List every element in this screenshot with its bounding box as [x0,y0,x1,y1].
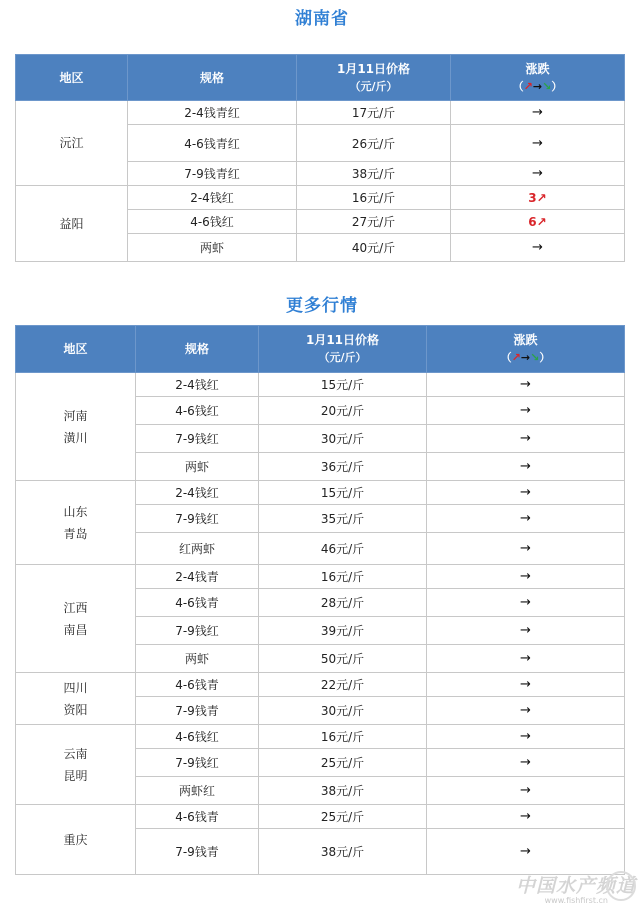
spec-cell: 两虾红 [136,777,259,805]
trend-flat-cell: → [427,453,625,481]
region-cell [16,565,136,673]
arrow-down-icon: ↘ [530,351,540,364]
section-title-hunan: 湖南省 [295,9,349,29]
spec-cell: 7-9钱青 [136,829,259,875]
price-cell: 22元/斤 [259,673,427,697]
trend-flat-cell: → [427,673,625,697]
price-cell: 50元/斤 [259,645,427,673]
region-name: 资阳 [63,702,88,717]
spec-cell: 4-6钱红 [136,725,259,749]
price-cell: 16元/斤 [259,725,427,749]
price-cell: 26元/斤 [297,125,451,162]
trend-flat-cell: → [427,481,625,505]
trend-flat-cell: → [427,829,625,875]
header-price-date: 1月11日价格 [305,333,380,347]
price-table-hunan [15,54,625,262]
table-row [16,805,625,829]
price-cell: 17元/斤 [297,101,451,125]
region-name: 昆明 [63,768,88,783]
price-cell: 16元/斤 [297,186,451,210]
trend-up-cell: 6↗ [451,210,625,234]
region-cell [16,481,136,565]
trend-flat-cell: → [427,565,625,589]
region-cell [16,725,136,805]
section-title-more: 更多行情 [286,296,358,316]
spec-cell: 2-4钱红 [136,373,259,397]
arrow-down-icon: ↘ [542,79,552,93]
header-spec: 规格 [136,326,259,373]
price-cell: 28元/斤 [259,589,427,617]
spec-cell: 2-4钱青 [136,565,259,589]
region-name: 河南 [63,408,88,423]
header-price [297,55,451,101]
table-row [16,481,625,505]
trend-flat-cell: → [427,805,625,829]
table-header-row [16,55,625,101]
spec-cell: 4-6钱红 [128,210,297,234]
region-cell [16,373,136,481]
spec-cell: 4-6钱青 [136,673,259,697]
spec-cell: 4-6钱红 [136,397,259,425]
price-table-more [15,325,625,875]
header-trend [451,55,625,101]
price-cell: 30元/斤 [259,425,427,453]
region-name: 山东 [63,504,88,519]
spec-cell: 7-9钱红 [136,749,259,777]
region-name: 江西 [63,600,88,615]
region-name: 四川 [63,680,88,695]
region-name: 益阳 [59,216,84,231]
trend-flat-cell: → [427,697,625,725]
watermark-site: www.fishfirst.cn [544,896,608,905]
region-cell [16,101,128,186]
spec-cell: 两虾 [128,234,297,262]
spec-cell: 7-9钱青红 [128,162,297,186]
spec-cell: 4-6钱青 [136,589,259,617]
table-row [16,186,625,210]
price-cell: 25元/斤 [259,749,427,777]
region-name: 云南 [63,746,88,761]
trend-flat-cell: → [451,125,625,162]
trend-flat-cell: → [427,725,625,749]
header-trend-label: 涨跌 [525,61,550,76]
header-region: 地区 [16,326,136,373]
trend-flat-cell: → [427,777,625,805]
table-row [16,101,625,125]
region-cell [16,673,136,725]
spec-cell: 4-6钱青 [136,805,259,829]
region-name: 南昌 [63,622,88,637]
spec-cell: 7-9钱青 [136,697,259,725]
header-price [259,326,427,373]
header-region: 地区 [16,55,128,101]
price-cell: 38元/斤 [259,777,427,805]
price-cell: 38元/斤 [259,829,427,875]
trend-legend: （↗→↘） [500,351,551,364]
price-cell: 20元/斤 [259,397,427,425]
arrow-right-icon: → [520,351,531,364]
price-cell: 36元/斤 [259,453,427,481]
watermark-text: 中国水产频道 [515,875,636,897]
price-cell: 27元/斤 [297,210,451,234]
trend-flat-cell: → [427,617,625,645]
header-price-unit: （元/斤） [349,79,398,93]
spec-cell: 两虾 [136,645,259,673]
arrow-up-icon: ↗ [523,79,533,93]
price-cell: 15元/斤 [259,481,427,505]
price-cell: 25元/斤 [259,805,427,829]
spec-cell: 两虾 [136,453,259,481]
region-cell [16,805,136,875]
price-cell: 39元/斤 [259,617,427,645]
price-cell: 30元/斤 [259,697,427,725]
price-cell: 16元/斤 [259,565,427,589]
price-cell: 38元/斤 [297,162,451,186]
price-cell: 40元/斤 [297,234,451,262]
table-row [16,725,625,749]
table-row [16,565,625,589]
trend-flat-cell: → [427,589,625,617]
table-header-row [16,326,625,373]
spec-cell: 红两虾 [136,533,259,565]
spec-cell: 2-4钱红 [128,186,297,210]
spec-cell: 7-9钱红 [136,617,259,645]
trend-flat-cell: → [427,533,625,565]
price-cell: 35元/斤 [259,505,427,533]
price-cell: 46元/斤 [259,533,427,565]
header-trend [427,326,625,373]
header-trend-label: 涨跌 [513,333,538,347]
trend-flat-cell: → [451,234,625,262]
trend-flat-cell: → [427,397,625,425]
region-cell [16,186,128,262]
trend-flat-cell: → [427,373,625,397]
trend-flat-cell: → [451,162,625,186]
table-row [16,373,625,397]
region-name: 潢川 [63,430,88,445]
trend-legend: （↗→↘） [512,79,563,93]
arrow-up-icon: ↗ [511,351,521,364]
trend-flat-cell: → [427,645,625,673]
spec-cell: 4-6钱青红 [128,125,297,162]
trend-up-cell: 3↗ [451,186,625,210]
header-price-unit: （元/斤） [318,351,367,364]
trend-flat-cell: → [427,425,625,453]
trend-flat-cell: → [427,749,625,777]
watermark-logo [456,871,636,907]
region-name: 沅江 [59,136,84,150]
price-cell: 15元/斤 [259,373,427,397]
globe-icon [606,871,636,901]
region-name: 重庆 [63,832,88,847]
spec-cell: 2-4钱青红 [128,101,297,125]
trend-flat-cell: → [451,101,625,125]
header-spec: 规格 [128,55,297,101]
spec-cell: 7-9钱红 [136,505,259,533]
region-name: 青岛 [63,526,88,541]
spec-cell: 2-4钱红 [136,481,259,505]
header-price-date: 1月11日价格 [336,61,411,76]
spec-cell: 7-9钱红 [136,425,259,453]
table-row [16,673,625,697]
arrow-right-icon: → [532,79,543,93]
trend-flat-cell: → [427,505,625,533]
